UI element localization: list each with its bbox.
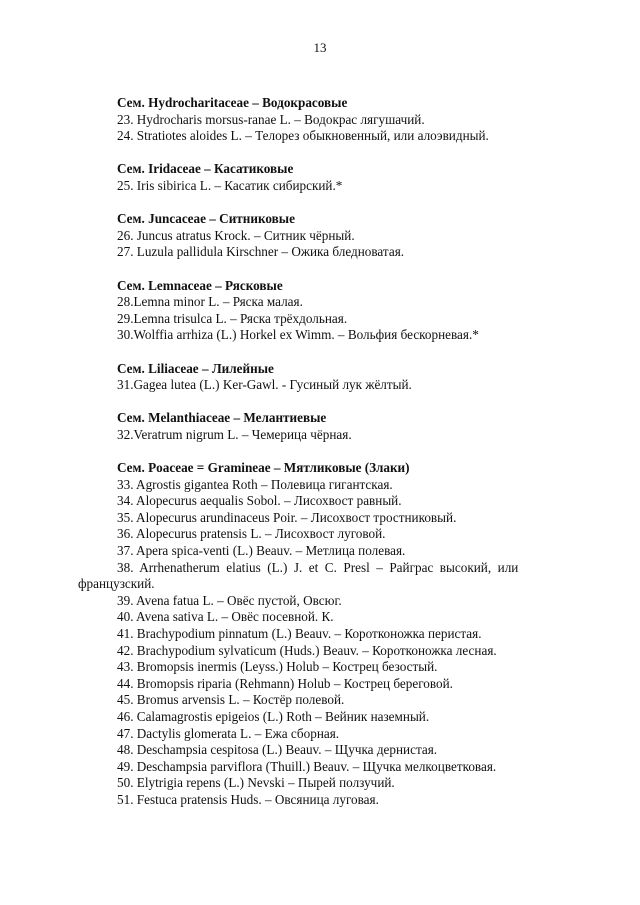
family-title: Сем. Juncaceae – Ситниковые (117, 211, 295, 227)
family-hydrocharitaceae (117, 95, 588, 145)
species-item: 37. Apera spica-venti (L.) Beauv. – Метлица полевая. (117, 543, 406, 559)
family-title: Сем. Hydrocharitaceae – Водокрасовые (117, 95, 348, 110)
species-item: 26. Juncus atratus Krock. – Ситник чёрный. (117, 227, 355, 243)
species-item-continuation: французский. (78, 576, 155, 592)
family-poaceae (78, 460, 588, 808)
species-item: 46. Calamagrostis epigeios (L.) Roth – Вейник наземный. (117, 708, 430, 724)
species-list-document (78, 95, 588, 809)
species-item: 40. Avena sativa L. – Овёс посевной. К. (117, 609, 334, 625)
species-list (117, 228, 588, 261)
family-juncaceae (117, 211, 588, 261)
species-item-wrapped-first-line: 38. Arrhenatherum elatius (L.) J. et C. Presl – Райграс высокий, или (117, 559, 519, 575)
species-item: 23. Hydrocharis morsus-ranae L. – Водокрас лягушачий. (117, 111, 425, 127)
family-iridaceae (117, 161, 588, 194)
species-list (117, 427, 588, 444)
species-item: 24. Stratiotes aloides L. – Телорез обыкновенный, или алоэвидный. (117, 128, 489, 144)
family-melanthiaceae (117, 410, 588, 443)
species-item: 33. Agrostis gigantea Roth – Полевица гигантская. (117, 476, 393, 492)
species-item: 51. Festuca pratensis Huds. – Овсяница луговая. (117, 791, 379, 807)
family-title: Сем. Lemnaceae – Рясковые (117, 277, 283, 293)
species-item: 49. Deschampsia parviflora (Thuill.) Beauv. – Щучка мелкоцветковая. (117, 758, 497, 774)
species-item: 45. Bromus arvensis L. – Костёр полевой. (117, 692, 345, 708)
species-list (117, 178, 588, 195)
species-item: 28.Lemna minor L. – Ряска малая. (117, 294, 303, 310)
species-item: 29.Lemna trisulca L. – Ряска трёхдольная. (117, 310, 348, 326)
species-item: 47. Dactylis glomerata L. – Ежа сборная. (117, 725, 340, 741)
species-item: 27. Luzula pallidula Kirschner – Ожика бледноватая. (117, 244, 405, 260)
species-item: 44. Bromopsis riparia (Rehmann) Holub – Кострец береговой. (117, 675, 453, 691)
species-item: 48. Deschampsia cespitosa (L.) Beauv. – Щучка дернистая. (117, 742, 438, 758)
family-title: Сем. Liliaceae – Лилейные (117, 360, 274, 376)
species-list (78, 476, 588, 809)
family-title: Сем. Iridaceae – Касатиковые (117, 161, 294, 177)
species-item: 41. Brachypodium pinnatum (L.) Beauv. – Коротконожка перистая. (117, 626, 482, 641)
species-item: 36. Alopecurus pratensis L. – Лисохвост луговой. (117, 526, 386, 542)
family-liliaceae (117, 361, 588, 394)
family-title: Сем. Melanthiaceae – Мелантиевые (117, 410, 327, 426)
species-item: 50. Elytrigia repens (L.) Nevski – Пырей ползучий. (117, 775, 395, 791)
species-list (117, 377, 588, 394)
species-item: 39. Avena fatua L. – Овёс пустой, Овсюг. (117, 592, 342, 608)
species-item: 35. Alopecurus arundinaceus Poir. – Лисохвост тростниковый. (117, 509, 457, 525)
species-item: 32.Veratrum nigrum L. – Чемерица чёрная. (117, 426, 352, 442)
species-item: 31.Gagea lutea (L.) Ker-Gawl. - Гусиный лук жёлтый. (117, 377, 412, 393)
page-number: 13 (313, 40, 327, 55)
species-item: 42. Brachypodium sylvaticum (Huds.) Beauv. – Коротконожка лесная. (117, 642, 497, 658)
family-lemnaceae (117, 278, 588, 344)
species-item: 25. Iris sibirica L. – Касатик сибирский.* (117, 177, 343, 193)
species-list (117, 112, 588, 145)
species-item: 30.Wolffia arrhiza (L.) Horkel ex Wimm. – Вольфия бескорневая.* (117, 327, 479, 343)
species-list (117, 294, 588, 344)
family-title: Сем. Poaceae = Gramineae – Мятликовые (Злаки) (117, 460, 410, 476)
species-item: 43. Bromopsis inermis (Leyss.) Holub – Кострец безостый. (117, 659, 438, 675)
species-item: 34. Alopecurus aequalis Sobol. – Лисохвост равный. (117, 493, 402, 509)
